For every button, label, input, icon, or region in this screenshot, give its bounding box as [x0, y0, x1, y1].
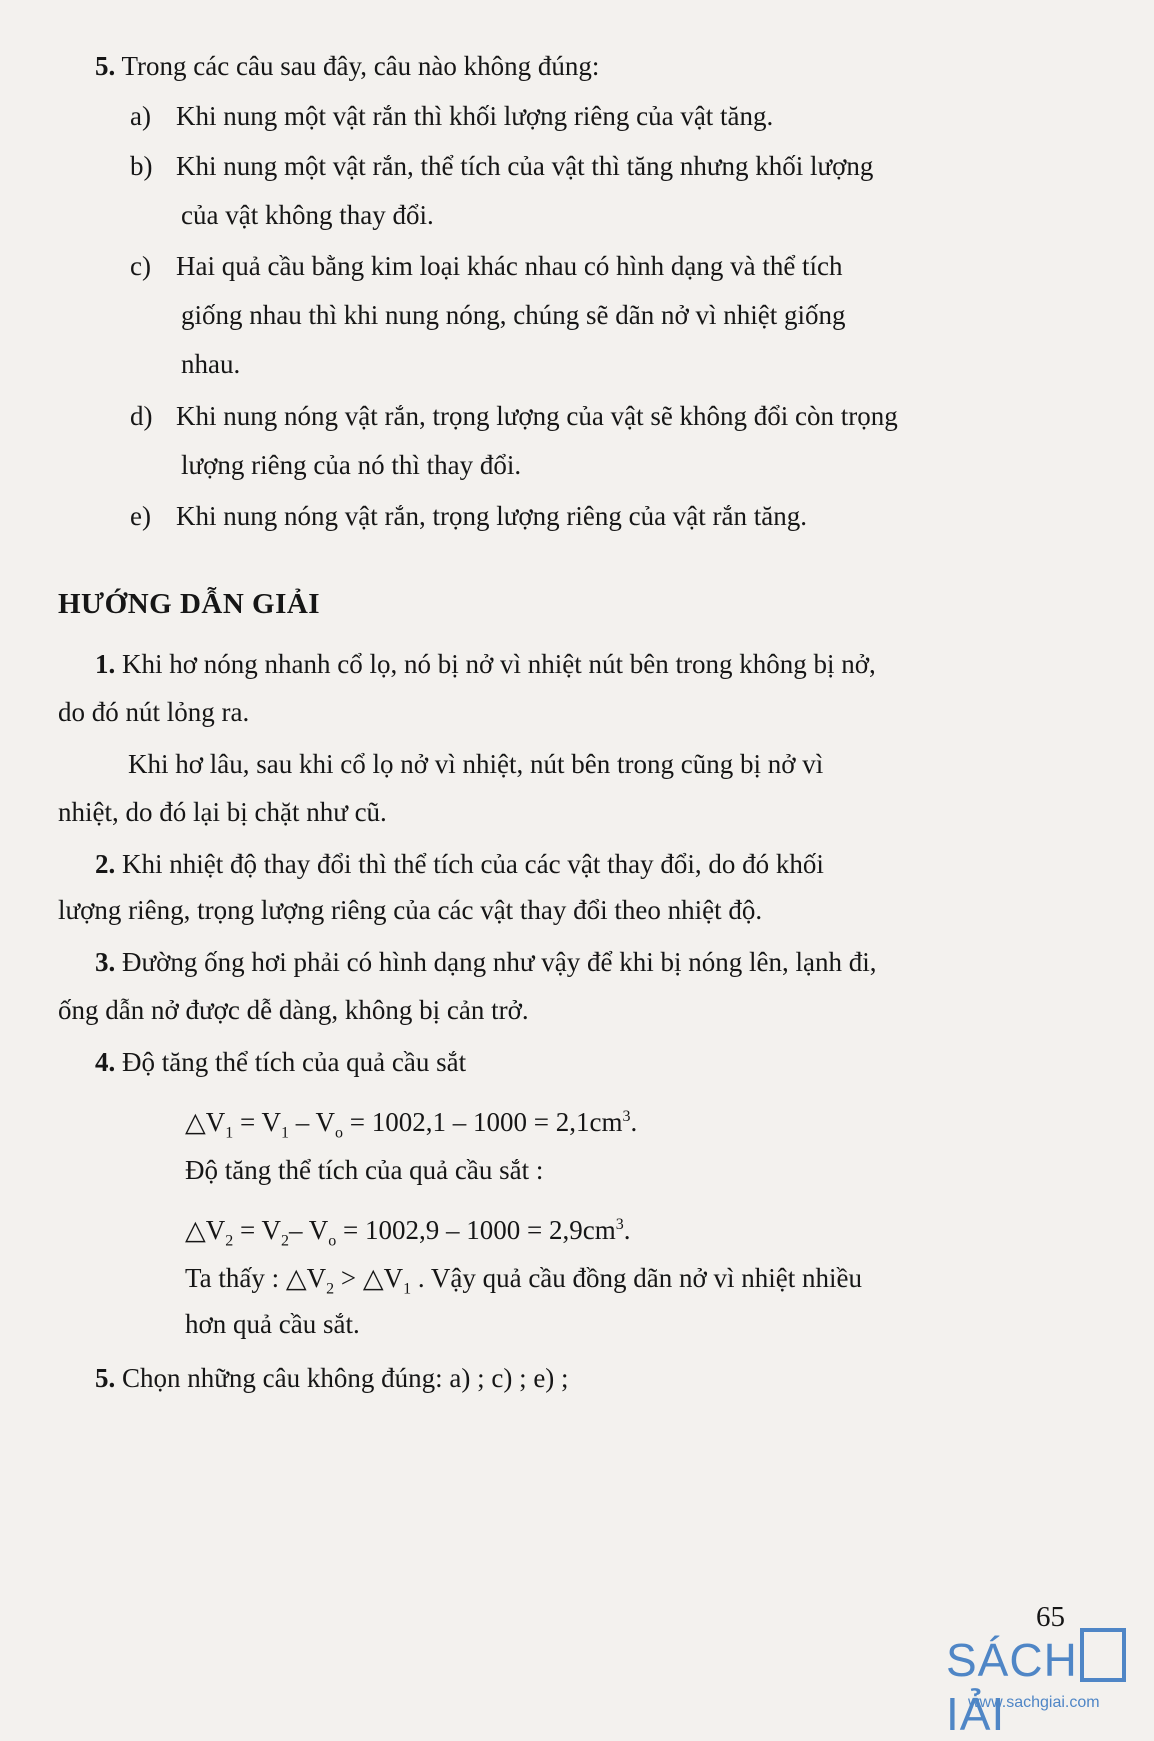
- formula-part: = 1002,9 – 1000 = 2,9cm: [336, 1215, 616, 1245]
- formula-part: △V: [185, 1215, 226, 1245]
- option-label: e): [130, 501, 151, 531]
- option-text: lượng riêng của nó thì thay đổi.: [181, 450, 522, 480]
- option-d-cont: [130, 441, 1070, 490]
- formula-part: △V: [185, 1107, 226, 1137]
- formula-sub: o: [328, 1232, 337, 1250]
- option-label: b): [130, 151, 153, 181]
- formula-part: .: [623, 1215, 631, 1245]
- option-b-cont: [130, 191, 1070, 240]
- formula-sub: 1: [281, 1124, 290, 1142]
- answer-4-line2: Độ tăng thể tích của quả cầu sắt :: [185, 1155, 544, 1185]
- answer-text: Khi nhiệt độ thay đổi thì thể tích của các vật thay đổi, do đó khối: [122, 849, 824, 879]
- option-label: d): [130, 401, 153, 431]
- answer-5: [95, 1354, 1070, 1403]
- option-label: c): [130, 251, 151, 281]
- answer-number: 1.: [95, 649, 116, 679]
- answer-3: [95, 938, 1070, 987]
- option-text: Khi nung một vật rắn thì khối lượng riêng của vật tăng.: [176, 101, 774, 131]
- option-text: Khi nung nóng vật rắn, trọng lượng của vật sẽ không đổi còn trọng: [176, 401, 898, 431]
- formula-part: = 1002,1 – 1000 = 2,1cm: [343, 1107, 623, 1137]
- answer-1-cont: do đó nút lỏng ra.: [58, 697, 250, 727]
- formula-sub: 2: [326, 1280, 335, 1298]
- formula-part: > △V: [334, 1263, 404, 1293]
- question-5-stem: [95, 42, 1070, 91]
- watermark-url: www.sachgiai.com: [968, 1694, 1100, 1711]
- page-number: 65: [1036, 1601, 1065, 1633]
- answer-number: 2.: [95, 849, 116, 879]
- option-c-cont2: [130, 340, 1070, 389]
- option-a: [130, 92, 1070, 141]
- formula-sub: 1: [403, 1280, 412, 1298]
- formula-part: = V: [233, 1107, 282, 1137]
- formula-part: = V: [233, 1215, 282, 1245]
- formula-part: .: [630, 1107, 638, 1137]
- question-number: 5.: [95, 51, 116, 81]
- answer-number: 4.: [95, 1047, 116, 1077]
- answer-4: [95, 1038, 1070, 1087]
- formula-sub: 2: [281, 1232, 290, 1250]
- watermark-text: SÁCH: [946, 1634, 1078, 1686]
- formula-part: – V: [289, 1215, 329, 1245]
- option-text: nhau.: [181, 349, 241, 379]
- answer-4-conclusion-cont: hơn quả cầu sắt.: [185, 1309, 360, 1339]
- answer-text: Chọn những câu không đúng: a) ; c) ; e) ;: [122, 1363, 569, 1393]
- answer-text: Độ tăng thể tích của quả cầu sắt: [122, 1047, 467, 1077]
- option-text: của vật không thay đổi.: [181, 200, 434, 230]
- answer-1b: Khi hơ lâu, sau khi cổ lọ nở vì nhiệt, nút bên trong cũng bị nở vì: [128, 749, 824, 779]
- option-text: giống nhau thì khi nung nóng, chúng sẽ dãn nở vì nhiệt giống: [181, 300, 846, 330]
- formula-sup: 3: [615, 1216, 624, 1233]
- option-text: Khi nung một vật rắn, thể tích của vật thì tăng nhưng khối lượng: [176, 151, 874, 181]
- watermark-brand: [946, 1634, 1128, 1740]
- answer-number: 3.: [95, 947, 116, 977]
- option-c-cont: [130, 291, 1070, 340]
- answer-text: Khi hơ nóng nhanh cổ lọ, nó bị nở vì nhiệt nút bên trong không bị nở,: [122, 649, 876, 679]
- formula-part: . Vậy quả cầu đồng dãn nở vì nhiệt nhiều: [411, 1263, 863, 1293]
- option-c: [130, 242, 1070, 291]
- option-e: [130, 492, 1070, 541]
- formula-sub: 1: [225, 1124, 234, 1142]
- watermark-text: IẢI: [946, 1688, 1006, 1740]
- formula-sub: 2: [225, 1232, 234, 1250]
- formula-part: Ta thấy : △V: [185, 1263, 327, 1293]
- formula-part: – V: [289, 1107, 336, 1137]
- option-d: [130, 392, 1070, 441]
- question-text: Trong các câu sau đây, câu nào không đúng:: [121, 51, 600, 81]
- formula-sub: o: [335, 1124, 344, 1142]
- answer-3-cont: ống dẫn nở được dễ dàng, không bị cản trở.: [58, 995, 529, 1025]
- section-heading: HƯỚNG DẪN GIẢI: [58, 588, 321, 620]
- formula-sup: 3: [622, 1108, 631, 1125]
- option-label: a): [130, 101, 151, 131]
- answer-2-cont: lượng riêng, trọng lượng riêng của các vật thay đổi theo nhiệt độ.: [58, 895, 763, 925]
- answer-2: [95, 840, 1070, 889]
- option-text: Hai quả cầu bằng kim loại khác nhau có hình dạng và thể tích: [176, 251, 843, 281]
- answer-number: 5.: [95, 1363, 116, 1393]
- option-b: [130, 142, 1070, 191]
- watermark-logo: [946, 1628, 1146, 1740]
- answer-1b-cont: nhiệt, do đó lại bị chặt như cũ.: [58, 797, 387, 827]
- option-text: Khi nung nóng vật rắn, trọng lượng riêng của vật rắn tăng.: [176, 501, 808, 531]
- watermark-box-icon: [1080, 1628, 1126, 1682]
- answer-1: [95, 640, 1070, 689]
- answer-text: Đường ống hơi phải có hình dạng như vậy để khi bị nóng lên, lạnh đi,: [122, 947, 877, 977]
